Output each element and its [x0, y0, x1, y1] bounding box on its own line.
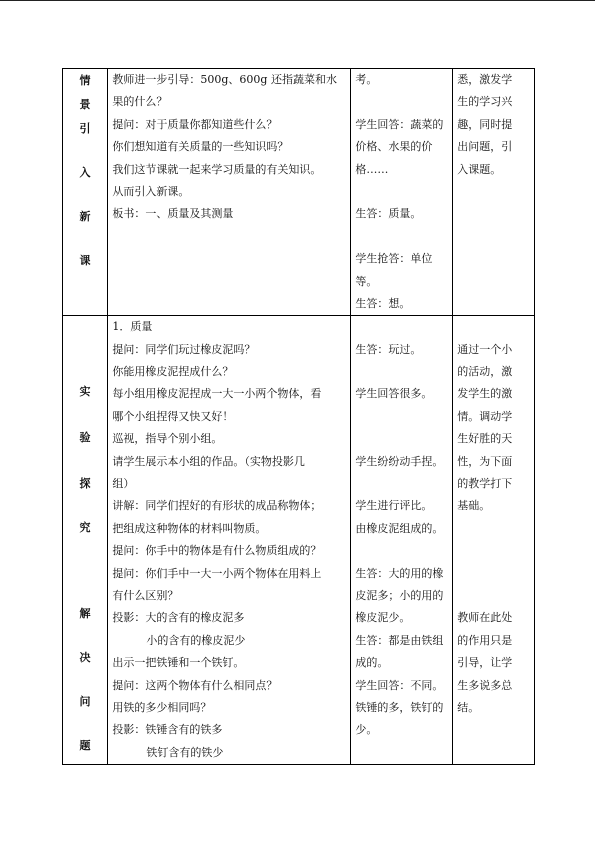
teacher-explore-line: 提问：你手中的物体是有什么物质组成的？ — [112, 544, 322, 558]
stage-cell-explore — [63, 316, 108, 765]
intent-explore-line — [457, 563, 530, 585]
teacher-explore-line: 提问：你们手中一大一小两个物体在用料上 — [112, 566, 322, 580]
teacher-explore-line: 投影：大的含有的橡皮泥多 — [112, 611, 245, 625]
teacher-explore-line: 小的含有的橡皮泥少 — [146, 633, 246, 647]
teacher-explore-line: 你能用橡皮泥捏成什么？ — [112, 365, 234, 379]
teacher-explore-line: 把组成这种物体的材料叫物质。 — [112, 521, 267, 535]
student-explore-line — [355, 406, 448, 428]
stage-intro-char: 情 — [79, 74, 91, 87]
stage-intro-char: 引 — [79, 122, 91, 135]
teacher-intro-line: 果的什么？ — [112, 95, 168, 109]
teacher-explore-line: 每小组用橡皮泥捏成一大一小两个物体，看 — [112, 387, 322, 401]
intent-explore-line: 通过一个小 — [457, 342, 513, 356]
teacher-lines-intro — [112, 69, 346, 226]
teacher-intro-line: 板书：一、质量及其测量 — [112, 207, 234, 221]
student-explore-line: 由橡皮泥组成的。 — [355, 521, 444, 535]
student-intro-line: 考。 — [355, 73, 378, 86]
intent-explore-line — [457, 316, 530, 338]
teacher-intro-line: 你们想知道有关质量的一些知识吗？ — [112, 140, 289, 154]
intent-explore-line: 生好胜的天 — [457, 432, 513, 446]
intent-explore-line: 性，为下面 — [457, 454, 513, 468]
teacher-explore-line: 巡视，指导个别小组。 — [112, 432, 223, 446]
teacher-explore-line: 投影：铁锤含有的铁多 — [112, 723, 223, 737]
student-explore-line: 少。 — [355, 723, 378, 737]
student-explore-line: 橡皮泥少。 — [355, 611, 411, 625]
stage-explore-char: 题 — [79, 739, 91, 753]
intent-intro-line: 趣，同时提 — [457, 117, 513, 131]
stage-explore-char: 验 — [79, 431, 91, 445]
teacher-explore-line: 提问：同学们玩过橡皮泥吗？ — [112, 342, 256, 356]
intent-explore-line: 教师在此处 — [457, 611, 513, 625]
student-explore-line — [355, 316, 448, 338]
student-intro-line — [355, 181, 448, 203]
stage-explore-char: 探 — [79, 477, 91, 491]
teacher-explore-line: 讲解：同学们捏好的有形状的成品称物体； — [112, 499, 322, 513]
stage-explore-char: 解 — [79, 607, 91, 621]
intent-intro-line: 出问题，引 — [457, 140, 513, 154]
student-explore-line: 铁锤的多，铁钉的 — [355, 700, 444, 714]
student-explore-line: 皮泥多；小的用的 — [355, 588, 444, 602]
student-explore-line: 学生进行评比。 — [355, 499, 433, 513]
stage-label-explore — [67, 316, 103, 764]
teacher-explore-line: 有什么区别？ — [112, 588, 179, 602]
student-lines-intro — [355, 69, 448, 315]
teacher-activity-intro — [108, 69, 351, 316]
intent-explore-line: 发学生的激 — [457, 387, 513, 401]
design-intent-explore — [453, 316, 535, 765]
teacher-intro-line: 教师进一步引导：500g、600g 还指蔬菜和水 — [112, 73, 337, 86]
page-top-rule — [0, 0, 595, 1]
student-intro-line: 生答：想。 — [355, 296, 411, 310]
intent-explore-line: 的教学打下 — [457, 477, 513, 491]
stage-explore-char: 实 — [79, 385, 91, 399]
teacher-explore-line: 哪个小组捏得又快又好！ — [112, 409, 234, 423]
intent-intro-line: 入课题。 — [457, 162, 502, 176]
student-activity-explore — [351, 316, 453, 765]
student-intro-line: 等。 — [355, 274, 378, 288]
student-explore-line — [355, 540, 448, 562]
student-lines-explore — [355, 316, 448, 741]
student-intro-line: 格…… — [355, 162, 389, 176]
student-explore-line: 生答：都是由铁组 — [355, 633, 444, 647]
student-explore-line — [355, 428, 448, 450]
student-explore-line: 生答：玩过。 — [355, 342, 422, 356]
student-intro-line: 价格、水果的价 — [355, 140, 433, 154]
intent-explore-line: 的作用只是 — [457, 633, 513, 647]
student-intro-line — [355, 226, 448, 248]
teacher-intro-line: 从而引入新课。 — [112, 184, 190, 198]
stage-intro-char: 课 — [79, 254, 91, 267]
intent-intro-line: 生的学习兴 — [457, 95, 513, 109]
intent-explore-line: 生多说多总 — [457, 678, 513, 692]
student-explore-line — [355, 473, 448, 495]
intent-intro-line: 悉，激发学 — [457, 73, 513, 86]
stage-intro-char: 新 — [79, 210, 91, 223]
teacher-explore-line: 提问：这两个物体有什么相同点？ — [112, 678, 278, 692]
student-explore-line: 学生回答很多。 — [355, 387, 433, 401]
teacher-explore-line: 组） — [112, 477, 135, 491]
stage-explore-char: 问 — [79, 695, 91, 709]
teacher-explore-line: 出示一把铁锤和一个铁钉。 — [112, 656, 245, 670]
student-explore-line: 学生回答：不同。 — [355, 678, 444, 692]
stage-intro-char: 景 — [79, 98, 91, 111]
lesson-plan-table — [62, 68, 535, 765]
stage-explore-char: 决 — [79, 651, 91, 665]
row-intro — [63, 69, 535, 316]
stage-label-intro — [67, 69, 103, 315]
teacher-intro-line: 我们这节课就一起来学习质量的有关知识。 — [112, 162, 322, 176]
row-explore — [63, 316, 535, 765]
intent-explore-line: 基础。 — [457, 499, 491, 513]
stage-cell-intro — [63, 69, 108, 316]
design-intent-intro — [453, 69, 535, 316]
student-explore-line: 成的。 — [355, 656, 389, 670]
intent-explore-line: 的活动，激 — [457, 365, 513, 379]
intent-explore-line — [457, 585, 530, 607]
student-activity-intro — [351, 69, 453, 316]
teacher-explore-line: 请学生展示本小组的作品。（实物投影几 — [112, 454, 305, 468]
teacher-intro-line: 提问：对于质量你都知道些什么？ — [112, 117, 278, 131]
stage-explore-char: 究 — [79, 521, 91, 535]
teacher-lines-explore — [112, 316, 346, 764]
student-explore-line: 生答：大的用的橡 — [355, 566, 444, 580]
intent-explore-line: 结。 — [457, 700, 480, 714]
student-intro-line — [355, 91, 448, 113]
intent-explore-line: 引导，让学 — [457, 656, 513, 670]
teacher-explore-line: 用铁的多少相同吗？ — [112, 700, 212, 714]
intent-explore-line: 情。调动学 — [457, 409, 513, 423]
intent-explore-line — [457, 518, 530, 540]
student-intro-line: 生答：质量。 — [355, 207, 422, 221]
intent-explore-line — [457, 540, 530, 562]
intent-lines-intro — [457, 69, 530, 181]
teacher-activity-explore — [108, 316, 351, 765]
student-intro-line: 学生抢答：单位 — [355, 252, 433, 266]
intent-lines-explore — [457, 316, 530, 719]
teacher-explore-line: 铁钉含有的铁少 — [146, 745, 224, 759]
stage-intro-char: 入 — [79, 166, 91, 179]
teacher-explore-line: 1．质量 — [112, 320, 153, 334]
student-explore-line: 学生纷纷动手捏。 — [355, 454, 444, 468]
student-explore-line — [355, 361, 448, 383]
student-intro-line: 学生回答：蔬菜的 — [355, 117, 444, 131]
